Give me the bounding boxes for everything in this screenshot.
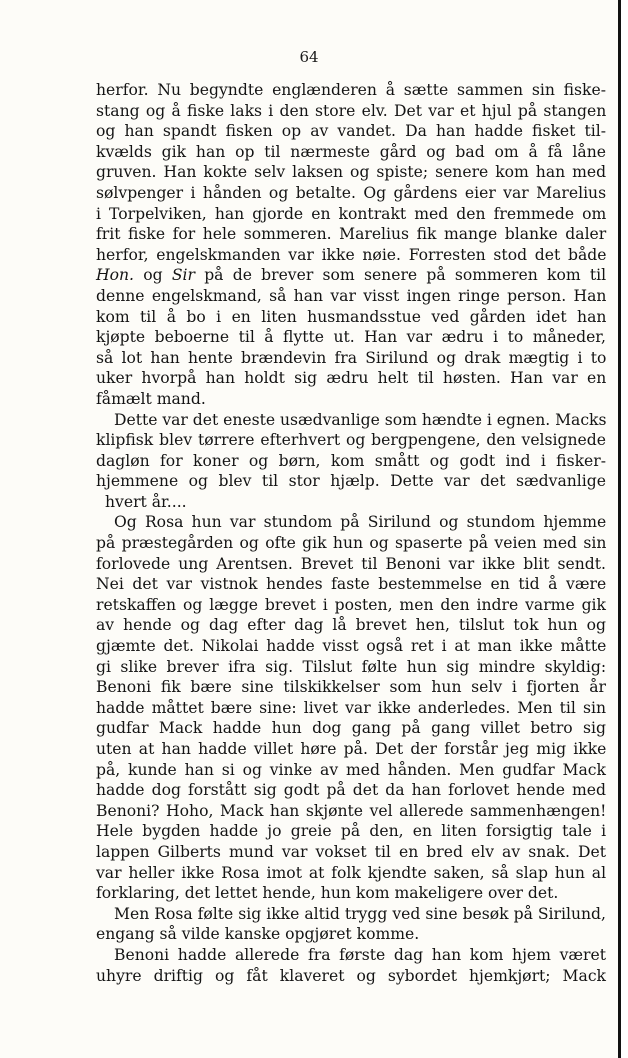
- text-line: gudfar Mack hadde hun dog gang på gang villet betro sig: [96, 719, 607, 738]
- text-line: Og Rosa hun var stundom på Sirilund og stundom hjemme: [114, 513, 607, 532]
- text-line: på præstegården og ofte gik hun og spaserte på veien med sin: [96, 534, 607, 553]
- text-line: kvælds gik han op til nærmeste gård og bad om å få låne: [96, 142, 606, 161]
- text-line: Nei det var vistnok hendes faste bestemmelse en tid å være: [96, 575, 607, 594]
- page-edge: [618, 0, 621, 1058]
- text-line: forlovede ung Arentsen. Brevet til Benoni var ikke blit sendt.: [96, 554, 606, 573]
- text-line: denne engelskmand, så han var visst ingen ringe person. Han: [96, 286, 607, 305]
- text-line: hvert år....: [105, 492, 187, 511]
- text-line: engang så vilde kanske opgjøret komme.: [96, 925, 420, 944]
- text-line: av hende og dag efter dag lå brevet hen, tilslut tok hun og: [96, 616, 606, 635]
- text-line: fåmælt mand.: [96, 389, 206, 408]
- text-line: Benoni? Hoho, Mack han skjønte vel allerede sammenhængen!: [96, 801, 607, 820]
- text-line: klipfisk blev tørrere efterhvert og bergpengene, den velsignede: [96, 431, 606, 450]
- text-line: stang og å fiske laks i den store elv. Det var et hjul på stangen: [96, 101, 607, 120]
- text-line: forklaring, det lettet hende, hun kom makeligere over det.: [96, 884, 559, 903]
- text-line: hadde dog forstått sig godt på det da han forlovet hende med: [96, 781, 606, 800]
- text-line: kjøpte beboerne til å flytte ut. Han var ædru i to måneder,: [96, 328, 606, 347]
- text-line: frit fiske for hele sommeren. Marelius fik mange blanke daler: [96, 225, 607, 244]
- text-line: gi slike brever ifra sig. Tilslut følte hun sig mindre skyldig:: [96, 657, 607, 676]
- text-line: dagløn for koner og børn, kom smått og godt ind i fisker-: [96, 451, 606, 470]
- text-line: Hele bygden hadde jo greie på den, en liten forsigtig tale i: [96, 822, 607, 841]
- text-line: lappen Gilberts mund var vokset til en bred elv av snak. Det: [96, 842, 607, 861]
- text-line: Hon. og Sir på de brever som senere på sommeren kom til: [96, 266, 607, 285]
- text-line: Men Rosa følte sig ikke altid trygg ved sine besøk på Sirilund,: [114, 904, 606, 923]
- text-line: herfor, engelskmanden var ikke nøie. Forresten stod det både: [96, 245, 607, 264]
- text-line: Benoni hadde allerede fra første dag han kom hjem været: [114, 945, 606, 964]
- text-line: kom til å bo i en liten husmandsstue ved gården idet han: [96, 307, 607, 326]
- body-text: [96, 80, 606, 986]
- text-line: uhyre driftig og fåt klaveret og sybordet hjemkjørt; Mack: [96, 966, 606, 985]
- text-line: Benoni fik bære sine tilskikkelser som hun selv i fjorten år: [96, 678, 606, 697]
- text-line: gjæmte det. Nikolai hadde visst også ret i at man ikke måtte: [96, 637, 607, 656]
- text-line: herfor. Nu begyndte englænderen å sætte sammen sin fiske-: [96, 81, 606, 99]
- text-line: hadde måttet bære sine: livet var ikke anderledes. Men til sin: [96, 698, 606, 717]
- text-line: uten at han hadde villet høre på. Det der forstår jeg mig ikke: [96, 740, 607, 758]
- text-line: sølvpenger i hånden og betalte. Og gårdens eier var Marelius: [96, 183, 607, 202]
- text-line: retskaffen og lægge brevet i posten, men den indre varme gik: [96, 595, 606, 614]
- text-line: uker hvorpå han holdt sig ædru helt til høsten. Han var en: [96, 369, 607, 388]
- text-line: gruven. Han kokte selv laksen og spiste; senere kom han med: [96, 163, 607, 182]
- text-line: hjemmene og blev til stor hjælp. Dette var det sædvanlige: [96, 472, 606, 491]
- text-line: Dette var det eneste usædvanlige som hændte i egnen. Macks: [114, 410, 607, 429]
- text-line: så lot han hente brændevin fra Sirilund og drak mægtig i to: [96, 348, 607, 367]
- text-line: og han spandt fisken op av vandet. Da han hadde fisket til-: [96, 122, 606, 141]
- text-line: var heller ikke Rosa imot at folk kjendte saken, så slap hun al: [96, 863, 607, 882]
- page-number: 64: [299, 48, 319, 66]
- text-line: på, kunde han si og vinke av med hånden. Men gudfar Mack: [96, 760, 606, 779]
- text-line: i Torpelviken, han gjorde en kontrakt med den fremmede om: [96, 204, 607, 223]
